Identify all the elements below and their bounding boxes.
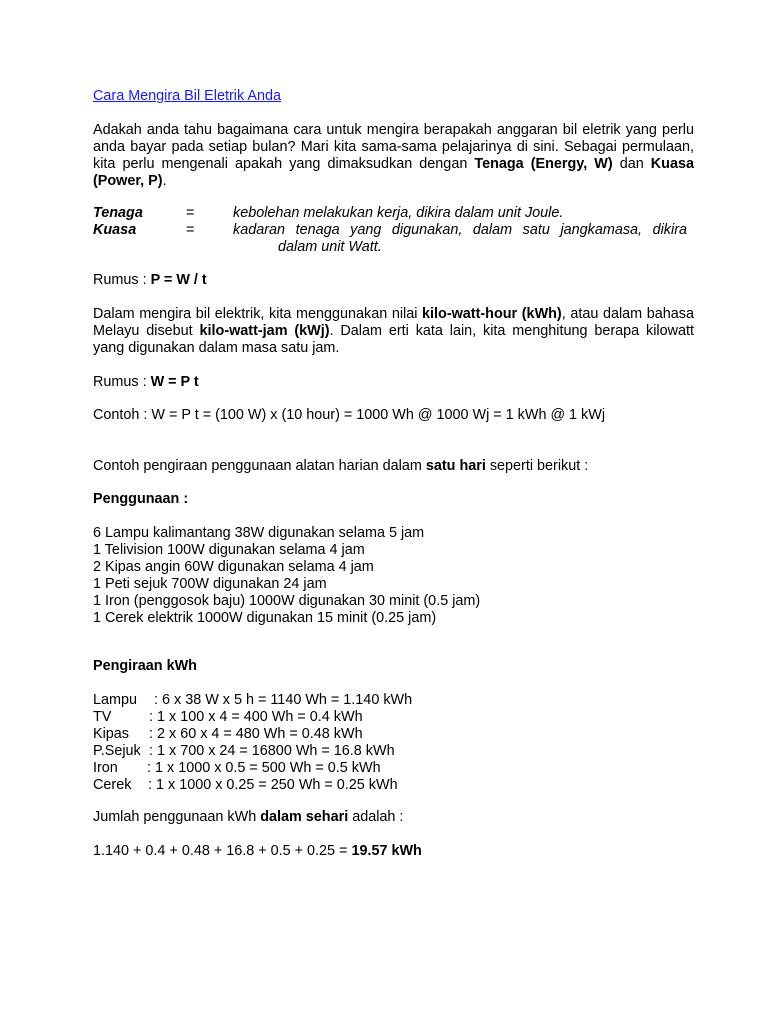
paragraph-text: Contoh pengiraan penggunaan alatan harian dalam bbox=[93, 458, 426, 474]
usage-heading-text: Penggunaan : bbox=[93, 491, 189, 507]
kwh-paragraph bbox=[93, 306, 694, 357]
paragraph-text: Jumlah penggunaan kWh bbox=[93, 809, 261, 825]
definition-description: kebolehan melakukan kerja, dikira dalam unit Joule. bbox=[233, 205, 564, 221]
calc-row bbox=[93, 777, 694, 794]
list-item: 6 Lampu kalimantang 38W digunakan selama 5 jam bbox=[93, 525, 425, 541]
calc-heading bbox=[93, 658, 694, 675]
list-item: 1 Iron (penggosok baju) 1000W digunakan 30 minit (0.5 jam) bbox=[93, 593, 481, 609]
list-item: 2 Kipas angin 60W digunakan selama 4 jam bbox=[93, 559, 374, 575]
paragraph-text: adalah : bbox=[348, 809, 404, 825]
definition-description: kadaran tenaga yang digunakan, dalam satu jangkamasa, dikira bbox=[233, 222, 687, 238]
calc-value: : 1 x 100 x 4 = 400 Wh = 0.4 kWh bbox=[149, 709, 363, 725]
definition-row bbox=[93, 222, 694, 239]
intro-paragraph bbox=[93, 122, 694, 190]
definition-description-continuation: dalam unit Watt. bbox=[278, 239, 382, 255]
example-intro bbox=[93, 458, 694, 475]
calc-row bbox=[93, 726, 694, 743]
calc-label: TV bbox=[93, 709, 112, 725]
calc-value: : 6 x 38 W x 5 h = 1140 Wh = 1.140 kWh bbox=[154, 692, 413, 708]
calc-list bbox=[93, 692, 694, 794]
definition-term: Kuasa bbox=[93, 222, 137, 238]
one-day-term: satu hari bbox=[425, 458, 486, 474]
title-paragraph bbox=[93, 88, 694, 105]
calc-value: : 1 x 1000 x 0.5 = 500 Wh = 0.5 kWh bbox=[147, 760, 381, 776]
calc-row bbox=[93, 709, 694, 726]
definition-row bbox=[93, 205, 694, 222]
formula-value: W = P t bbox=[150, 374, 199, 390]
calc-row bbox=[93, 760, 694, 777]
calc-row bbox=[93, 692, 694, 709]
formula-label: Rumus : bbox=[93, 374, 151, 390]
energy-term: Tenaga (Energy, W) bbox=[474, 156, 613, 172]
total-sum-text: 1.140 + 0.4 + 0.48 + 16.8 + 0.5 + 0.25 = bbox=[93, 843, 352, 859]
usage-heading bbox=[93, 491, 694, 508]
intro-text: dan bbox=[612, 156, 651, 172]
kwh-term: kilo-watt-hour (kWh) bbox=[422, 306, 562, 322]
calc-label: Cerek bbox=[93, 777, 132, 793]
document-title-link[interactable]: Cara Mengira Bil Eletrik Anda bbox=[93, 88, 281, 104]
calc-value: : 1 x 700 x 24 = 16800 Wh = 16.8 kWh bbox=[149, 743, 395, 759]
formula-label: Rumus : bbox=[93, 272, 151, 288]
list-item: 1 Peti sejuk 700W digunakan 24 jam bbox=[93, 576, 327, 592]
total-intro bbox=[93, 809, 694, 826]
example-line: Contoh : W = P t = (100 W) x (10 hour) = 1000 Wh @ 1000 Wj = 1 kWh @ 1 kWj bbox=[93, 407, 606, 423]
per-day-term: dalam sehari bbox=[260, 809, 349, 825]
intro-text: . bbox=[162, 173, 167, 189]
calc-row bbox=[93, 743, 694, 760]
calc-label: P.Sejuk bbox=[93, 743, 141, 759]
definition-equals: = bbox=[186, 222, 195, 238]
calc-heading-text: Pengiraan kWh bbox=[93, 658, 197, 674]
total-value: 19.57 kWh bbox=[351, 843, 422, 859]
paragraph-text: , atau dalam bahasa Melayu disebut bbox=[93, 306, 694, 339]
definition-term: Tenaga bbox=[93, 205, 143, 221]
formula-energy bbox=[93, 374, 694, 391]
calc-label: Kipas bbox=[93, 726, 129, 742]
formula-value: P = W / t bbox=[150, 272, 207, 288]
definitions-block bbox=[93, 205, 694, 256]
intro-text: Adakah anda tahu bagaimana cara untuk mengira berapakah anggaran bil eletrik yang perlu anda bayar pada setiap bulan? Mari kita sama-sama pelajarinya di sini. Sebagai permulaan, kita perlu mengenali apakah yang dimaksudkan dengan bbox=[93, 122, 694, 172]
list-item: 1 Telivision 100W digunakan selama 4 jam bbox=[93, 542, 365, 558]
formula-power bbox=[93, 272, 694, 289]
list-item: 1 Cerek elektrik 1000W digunakan 15 minit (0.25 jam) bbox=[93, 610, 437, 626]
calc-label: Iron bbox=[93, 760, 118, 776]
definition-equals: = bbox=[186, 205, 195, 221]
paragraph-text: seperti berikut : bbox=[485, 458, 589, 474]
calc-value: : 2 x 60 x 4 = 480 Wh = 0.48 kWh bbox=[149, 726, 363, 742]
kwj-term: kilo-watt-jam (kWj) bbox=[199, 323, 330, 339]
definition-row-continuation bbox=[93, 239, 694, 256]
calc-label: Lampu bbox=[93, 692, 138, 708]
usage-list bbox=[93, 525, 694, 627]
calc-value: : 1 x 1000 x 0.25 = 250 Wh = 0.25 kWh bbox=[148, 777, 398, 793]
paragraph-text: Dalam mengira bil elektrik, kita menggunakan nilai bbox=[93, 306, 423, 322]
total-line bbox=[93, 843, 694, 860]
paragraph-text: . Dalam erti kata lain, kita menghitung berapa kilowatt yang digunakan dalam masa satu jam. bbox=[93, 323, 695, 356]
power-term: Kuasa (Power, P) bbox=[93, 156, 694, 189]
